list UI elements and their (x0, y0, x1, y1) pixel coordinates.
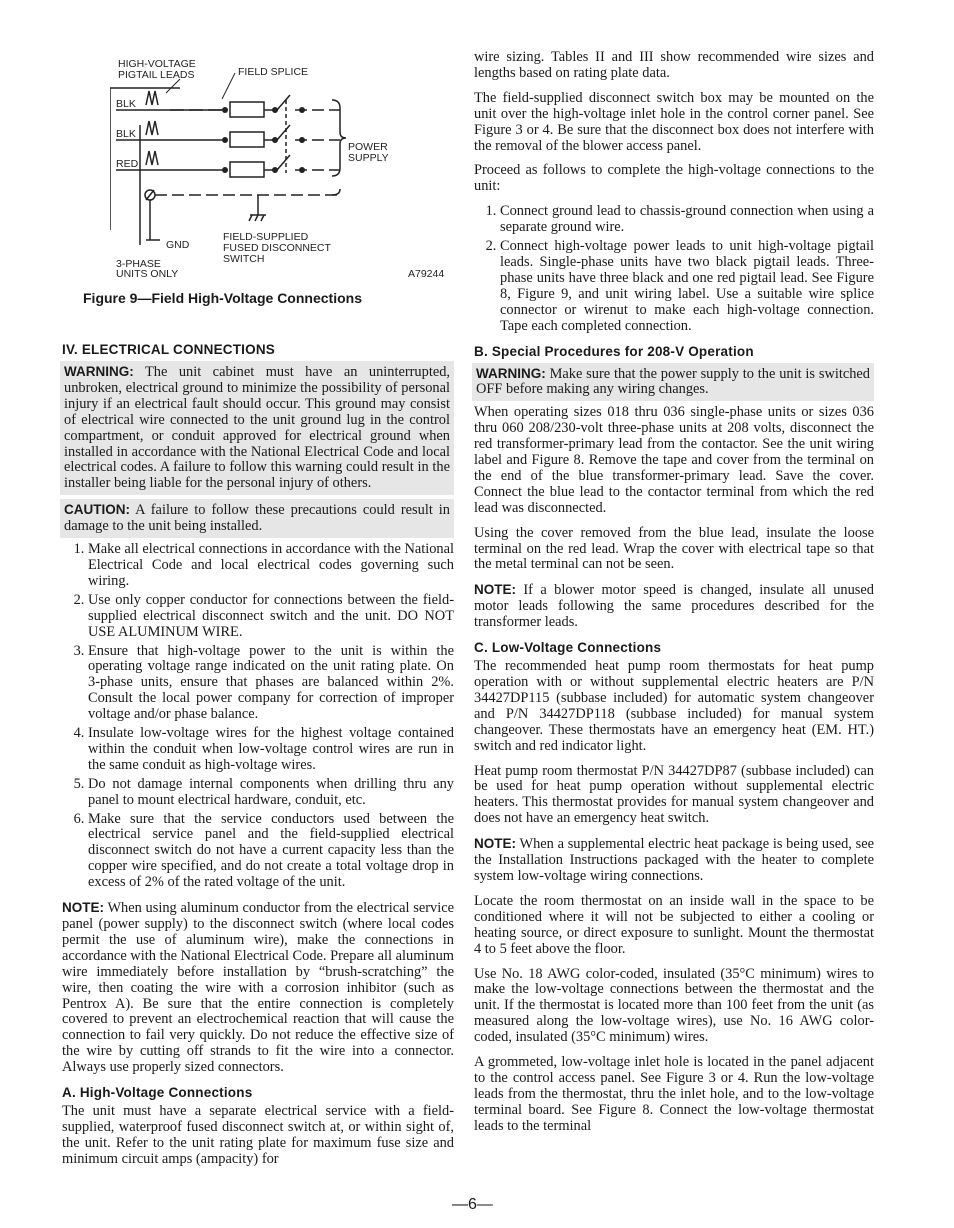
caution-text: A failure to follow these precautions could result in damage to the unit being installed. (64, 502, 450, 535)
list-item: 5. Do not damage internal components when drilling thru any panel to mount electrical hardware, conduit, etc. (88, 777, 454, 809)
figure-caption: Figure 9—Field High-Voltage Connections (83, 290, 362, 306)
caution-label: CAUTION: (64, 502, 130, 518)
list-item: 1. Make all electrical connections in accordance with the National Electrical Code and local electrical codes governing such wiring. (88, 542, 454, 590)
figure-code: A79244 (408, 268, 445, 280)
heading-208v: B. Special Procedures for 208-V Operation (474, 343, 754, 359)
heading-electrical-connections: IV. ELECTRICAL CONNECTIONS (62, 342, 275, 357)
paragraph: Heat pump room thermostat P/N 34427DP87 (subbase included) can be used for heat pump operation without supplemental electric heaters. This thermostat provides for manual system changeover and does not have an emergency heat switch. (474, 762, 874, 827)
label-red: RED (116, 158, 139, 170)
label-field-splice: FIELD SPLICE (238, 66, 309, 78)
note-label: NOTE: (474, 836, 516, 852)
note-label: NOTE: (474, 582, 516, 598)
label-hv-pigtail-1: HIGH-VOLTAGE (118, 58, 196, 70)
right-column (474, 50, 874, 1144)
page-number: —6— (452, 1196, 493, 1213)
warning-text: Make sure that the power supply to the unit is switched OFF before making any wiring changes. (476, 365, 870, 398)
warning-label: WARNING: (476, 365, 546, 381)
note-text: If a blower motor speed is changed, insulate all unused motor leads following the same procedures described for the transformer leads. (474, 582, 874, 631)
warning-box-208v (472, 363, 874, 402)
paragraph: Using the cover removed from the blue lead, insulate the loose terminal on the red lead. Wrap the cover with electrical tape so that the metal terminal can not be seen. (474, 524, 874, 573)
paragraph: When operating sizes 018 thru 036 single-phase units or sizes 036 thru 060 208/230-volt three-phase units at 208 volts, disconnect the red transformer-primary lead from the contactor. See the unit wiring label and Figure 8. Remove the tape and cover from the terminal on the end of the blue transformer-primary lead. Save the cover. Connect the blue lead to the contactor terminal from which the red lead was disconnected. (474, 404, 874, 516)
electrical-list (62, 542, 454, 891)
label-disconnect-3: SWITCH (223, 253, 265, 265)
heading-high-voltage: A. High-Voltage Connections (62, 1085, 253, 1101)
warning-box (60, 361, 454, 495)
left-column (62, 342, 454, 1177)
list-item: 2. Use only copper conductor for connections between the field-supplied electrical disconnect switch and the unit. DO NOT USE ALUMINUM WIRE. (88, 593, 454, 641)
paragraph: Locate the room thermostat on an inside wall in the space to be conditioned where it will not be subjected to either a cooling or heating source, or direct exposure to sunlight. Mount the thermostat 4 to 5 feet above the floor. (474, 892, 874, 957)
caution-box (60, 499, 454, 538)
label-gnd: GND (166, 239, 190, 251)
paragraph: A grommeted, low-voltage inlet hole is located in the panel adjacent to the control access panel. See Figure 3 or 4. Run the low-voltage leads from the thermostat, thru the inlet hole, and to the low-voltage terminal board. See Figure 8. Connect the low-voltage thermostat leads to the terminal (474, 1054, 874, 1134)
label-disconnect-2: FUSED DISCONNECT (223, 242, 331, 254)
paragraph: The field-supplied disconnect switch box may be mounted on the unit over the high-voltage inlet hole in the control corner panel. See Figure 3 or 4. Be sure that the disconnect box does not interfere with the removal of the blower access panel. (474, 89, 874, 154)
label-hv-pigtail-2: PIGTAIL LEADS (118, 69, 195, 81)
label-disconnect-1: FIELD-SUPPLIED (223, 231, 309, 243)
label-power: POWER (348, 141, 388, 153)
label-blk-1: BLK (116, 98, 136, 110)
list-item: 6. Make sure that the service conductors used between the electrical service panel and the field-supplied electrical disconnect switch do not have a current capacity less than the copper wire specified, and do not create a total voltage drop in excess of 2% of the rated voltage of the unit. (88, 812, 454, 892)
note-text: When a supplemental electric heat package is being used, see the Installation Instructions packaged with the heater to complete system low-voltage wiring connections. (474, 836, 874, 884)
paragraph: The recommended heat pump room thermostats for heat pump operation with or without supplemental electric heaters are P/N 34427DP115 (subbase included) for automatic system changeover and P/N 34427DP118 (subbase included) for manual system changeover. These thermostats have an emergency heat (EM. HT.) switch and red indicator light. (474, 658, 874, 754)
list-item: 4. Insulate low-voltage wires for the highest voltage contained within the conduit when low-voltage control wires are run in the same conduit as high-voltage wires. (88, 726, 454, 774)
note-label: NOTE: (62, 900, 104, 916)
list-item: 3. Ensure that high-voltage power to the unit is within the operating voltage range indicated on the unit rating plate. On 3-phase units, ensure that phases are balanced within 2%. Consult the local power company for correction of improper voltage and/or phase balance. (88, 644, 454, 724)
warning-label: WARNING: (64, 364, 134, 379)
paragraph: Proceed as follows to complete the high-voltage connections to the unit: (474, 162, 874, 195)
note-text: When using aluminum conductor from the electrical service panel (power supply) to the disconnect switch (where local codes permit the use of aluminum wire), make the connections in accordance with the National Electrical Code. Prepare all aluminum wire immediately before installation by “brush-scratching” the wire, then coating the wire with a corrosion inhibitor (such as Pentrox A). Be sure that the entire connection is completely covered to prevent an electrochemical reaction that will cause the connection to fail very quickly. Do not reduce the effective size of the wire by cutting off strands to fit the wire into a connector. Always use properly sized connectors. (62, 900, 454, 1076)
warning-text: The unit cabinet must have an uninterrupted, unbroken, electrical ground to minimize the possibility of personal injury if an electrical fault should occur. This ground may consist of electrical wire connected to the unit ground lug in the control compartment, or conduit approved for electrical ground when installed in accordance with the National Electrical Code and local electrical codes. A failure to follow this warning could result in the installer being liable for the personal injury of others. (64, 364, 450, 492)
hv-list (474, 204, 874, 334)
paragraph: Use No. 18 AWG color-coded, insulated (35°C minimum) wires to make the low-voltage connections between the thermostat and the unit. If the thermostat is located more than 100 feet from the unit (as measured along the low-voltage wires), use No. 16 AWG color-coded, insulated (35°C minimum) wires. (474, 965, 874, 1046)
paragraph: wire sizing. Tables II and III show recommended wire sizes and lengths based on rating plate data. (474, 49, 874, 81)
label-3phase-2: UNITS ONLY (116, 268, 179, 280)
heading-low-voltage: C. Low-Voltage Connections (474, 640, 662, 656)
wiring-diagram (110, 55, 460, 285)
paragraph: The unit must have a separate electrical service with a field-supplied, waterproof fused disconnect switch at, or within sight of, the unit. Refer to the unit rating plate for maximum fuse size and minimum circuit amps (ampacity) for (62, 1103, 454, 1167)
label-supply: SUPPLY (348, 152, 389, 164)
label-blk-2: BLK (116, 128, 136, 140)
list-item: 1. Connect ground lead to chassis-ground connection when using a separate ground wire. (500, 204, 874, 236)
list-item: 2. Connect high-voltage power leads to unit high-voltage pigtail leads. Single-phase units have two black pigtail leads. Three-phase units have three black and one red pigtail lead. See Figure 8, Figure 9, and unit wiring label. Use a suitable wire splice connector or wirenut to make each high-voltage connection. Tape each completed connection. (500, 239, 874, 334)
label-3phase-1: 3-PHASE (116, 258, 161, 270)
